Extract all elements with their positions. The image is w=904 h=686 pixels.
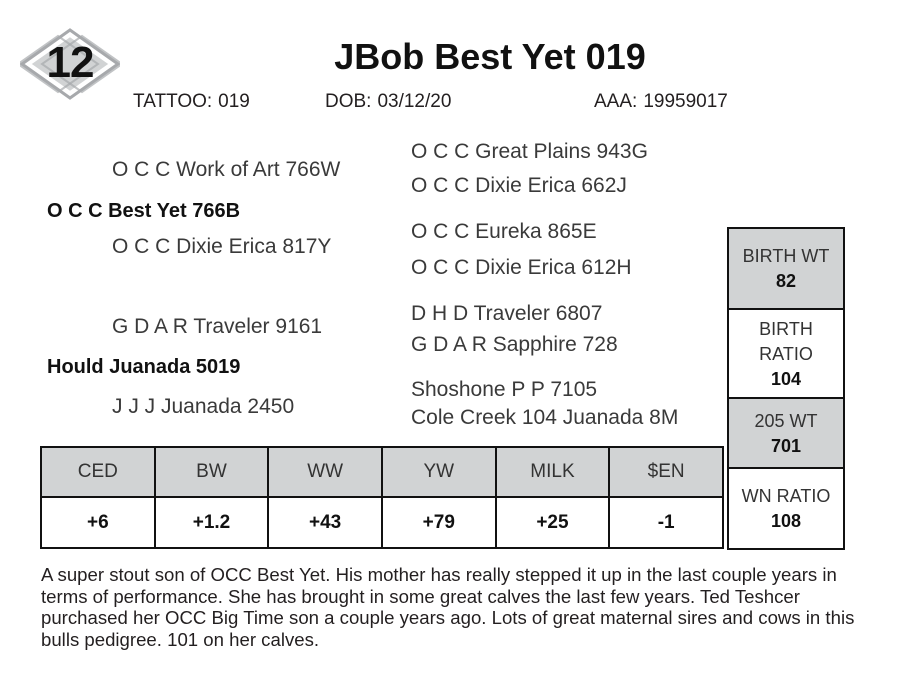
pedigree-sire-dam: O C C Dixie Erica 817Y — [112, 235, 332, 258]
dob-value: 03/12/20 — [377, 91, 452, 112]
epd-header-en: $EN — [609, 447, 723, 497]
animal-name: JBob Best Yet 019 — [334, 36, 646, 77]
weights-box — [727, 227, 845, 550]
lot-badge — [20, 28, 120, 100]
pedigree-sire-sire-dam: O C C Dixie Erica 662J — [411, 174, 627, 197]
description: A super stout son of OCC Best Yet. His mother has really stepped it up in the last couple years in terms of performance. She has brought in some great calves the last few years. Ted Teshcer purchased her OCC Big Time son a couple years ago. Lots of great maternal sires and cows in this bulls pedigree. 101 on her calves. — [41, 564, 855, 650]
dob-label: DOB: — [325, 91, 372, 112]
tattoo-value: 019 — [218, 91, 250, 112]
birth-ratio-value: 104 — [770, 368, 802, 389]
birth-ratio-label: BIRTH RATIO — [759, 318, 813, 364]
epd-value-en: -1 — [609, 497, 723, 548]
pedigree-sire-dam-dam: O C C Dixie Erica 612H — [411, 256, 632, 279]
birth-weight-cell — [729, 229, 843, 310]
wean-weight-value: 701 — [770, 435, 802, 456]
epd-value-milk: +25 — [496, 497, 610, 548]
lot-number: 12 — [46, 38, 94, 87]
birth-weight-value: 82 — [775, 271, 797, 291]
tattoo-info — [133, 91, 250, 113]
pedigree-dam-sire-dam: G D A R Sapphire 728 — [411, 333, 618, 356]
birth-ratio-cell — [729, 310, 843, 399]
epd-header-milk: MILK — [496, 447, 610, 497]
pedigree-dam-dam: J J J Juanada 2450 — [112, 395, 295, 418]
epd-value-row — [41, 497, 723, 548]
dob-info — [325, 91, 451, 113]
epd-value-bw: +1.2 — [155, 497, 269, 548]
pedigree-dam-sire: G D A R Traveler 9161 — [112, 315, 323, 338]
epd-value-ced: +6 — [41, 497, 155, 548]
pedigree-sire-dam-sire: O C C Eureka 865E — [411, 220, 597, 243]
wean-ratio-cell — [729, 469, 843, 548]
pedigree-dam-dam-sire: Shoshone P P 7105 — [411, 378, 598, 401]
epd-header-row — [41, 447, 723, 497]
pedigree-dam: Hould Juanada 5019 — [47, 356, 241, 378]
pedigree-sire-sire-sire: O C C Great Plains 943G — [411, 140, 648, 163]
wean-ratio-value: 108 — [770, 511, 802, 531]
wean-weight-cell — [729, 399, 843, 469]
birth-weight-label: BIRTH WT — [742, 246, 830, 266]
pedigree-sire: O C C Best Yet 766B — [47, 200, 241, 222]
epd-value-yw: +79 — [382, 497, 496, 548]
aaa-value: 19959017 — [643, 91, 728, 112]
wean-weight-label: 205 WT — [754, 410, 818, 431]
tattoo-label: TATTOO: — [133, 91, 213, 112]
epd-header-yw: YW — [382, 447, 496, 497]
aaa-info — [594, 91, 728, 113]
epd-header-bw: BW — [155, 447, 269, 497]
pedigree-dam-sire-sire: D H D Traveler 6807 — [411, 302, 603, 325]
epd-header-ced: CED — [41, 447, 155, 497]
pedigree-sire-sire: O C C Work of Art 766W — [112, 158, 341, 181]
epd-table — [40, 446, 724, 549]
epd-header-ww: WW — [268, 447, 382, 497]
wean-ratio-label: WN RATIO — [741, 486, 831, 506]
pedigree-dam-dam-dam: Cole Creek 104 Juanada 8M — [411, 406, 679, 429]
epd-value-ww: +43 — [268, 497, 382, 548]
aaa-label: AAA: — [594, 91, 638, 112]
